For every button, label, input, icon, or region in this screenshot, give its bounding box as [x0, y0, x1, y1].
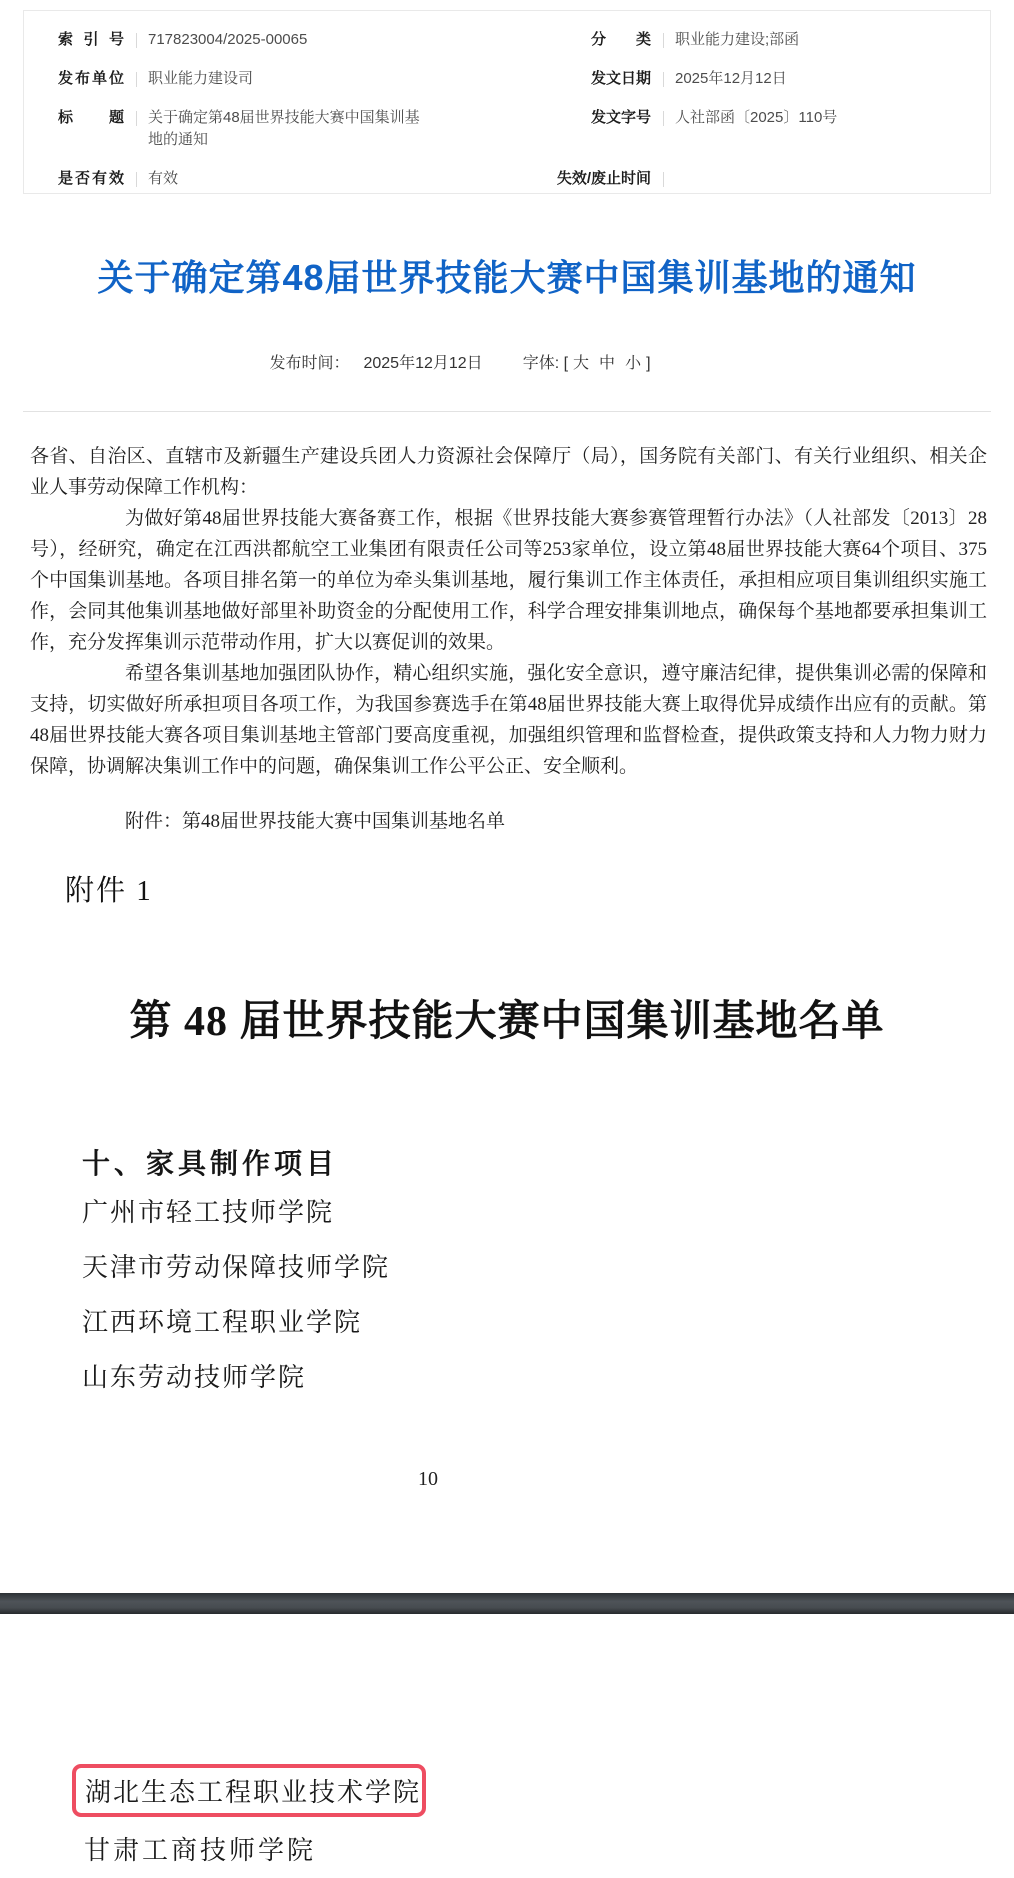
font-size-medium-link[interactable]: 中 [599, 355, 616, 372]
field-separator [663, 72, 664, 87]
attachment-doc-title: 第 48 届世界技能大赛中国集训基地名单 [129, 999, 885, 1045]
field-separator [663, 111, 664, 126]
page-separator-bar [0, 1593, 1014, 1614]
school-name: 甘肃工商技师学院 [84, 1836, 317, 1865]
field-value: 2025年12月12日 [675, 70, 787, 87]
school-item: 江西环境工程职业学院 [82, 1308, 363, 1337]
publish-time-label: 发布时间： [269, 355, 350, 372]
school-item: 天津市劳动保障技师学院 [82, 1253, 391, 1282]
attachment-label: 附件 1 [65, 875, 153, 907]
school-item: 广州市轻工技师学院 [82, 1198, 335, 1227]
field-label: 发文字号 [590, 109, 651, 126]
publish-info-bar [0, 350, 920, 373]
meta-row-issuing-unit [58, 68, 545, 90]
salutation-paragraph: 各省、自治区、直辖市及新疆生产建设兵团人力资源社会保障厅（局），国务院有关部门、有关行业组织、相关企业人事劳动保障工作机构： [30, 446, 987, 498]
attachment-reference-link[interactable]: 附件：第48届世界技能大赛中国集训基地名单 [125, 811, 506, 832]
page-number: 10 [418, 1468, 438, 1490]
field-label: 失效/废止时间 [556, 170, 651, 187]
publish-date: 2025年12月12日 [363, 355, 483, 372]
meta-row-doc-number [545, 107, 990, 151]
field-separator [136, 111, 137, 126]
field-separator [136, 72, 137, 87]
school-item: 山东劳动技师学院 [82, 1363, 307, 1392]
font-size-control-bracket: ] [646, 355, 651, 372]
highlighted-school-name: 湖北生态工程职业技术学院 [85, 1778, 422, 1807]
meta-row-issue-date [545, 68, 990, 90]
field-label: 标 题 [58, 109, 124, 126]
field-value: 717823004/2025-00065 [148, 31, 308, 48]
meta-info-panel [23, 10, 991, 194]
font-size-small-link[interactable]: 小 [625, 355, 642, 372]
font-size-control-label: 字体: [ [522, 355, 569, 372]
body-paragraph-2: 希望各集训基地加强团队协作，精心组织实施，强化安全意识，遵守廉洁纪律，提供集训必需的保障和支持，切实做好所承担项目各项工作，为我国参赛选手在第48届世界技能大赛上取得优异成绩作出应有的贡献。第48届世界技能大赛各项目集训基地主管部门要高度重视，加强组织管理和监督检查，提供政策支持和人力物力财力保障，协调解决集训工作中的问题，确保集训工作公平公正、安全顺利。 [30, 663, 987, 777]
meta-row-category [545, 29, 990, 51]
field-value: 关于确定第48届世界技能大赛中国集训基地的通知 [148, 109, 420, 148]
field-label: 索 引 号 [58, 31, 124, 48]
field-value: 有效 [148, 170, 179, 187]
field-value: 人社部函〔2025〕110号 [675, 109, 838, 126]
section-heading-furniture-making: 十、家具制作项目 [82, 1148, 339, 1179]
notice-body [30, 441, 987, 837]
field-label: 分 类 [590, 31, 651, 48]
field-separator [136, 172, 137, 187]
font-size-large-link[interactable]: 大 [573, 355, 590, 372]
content-divider [23, 411, 991, 412]
school-list [82, 1196, 390, 1416]
highlight-box [72, 1764, 426, 1817]
meta-row-expiry [545, 168, 990, 190]
meta-row-index-number [58, 29, 545, 51]
field-separator [663, 172, 664, 187]
body-paragraph-1: 为做好第48届世界技能大赛备赛工作，根据《世界技能大赛参赛管理暂行办法》（人社部发〔2013〕28号），经研究，确定在江西洪都航空工业集团有限责任公司等253家单位，设立第48届世界技能大赛64个项目、375个中国集训基地。各项目排名第一的单位为牵头集训基地，履行集训工作主体责任，承担相应项目集训组织实施工作，会同其他集训基地做好部里补助资金的分配使用工作，科学合理安排集训地点，确保每个基地都要承担集训工作，充分发挥集训示范带动作用，扩大以赛促训的效果。 [30, 508, 987, 653]
field-separator [663, 33, 664, 48]
field-label: 发文日期 [590, 70, 651, 87]
meta-row-title [58, 107, 545, 151]
field-label: 是否有效 [58, 170, 124, 187]
field-value: 职业能力建设;部函 [675, 31, 800, 48]
meta-row-validity [58, 168, 545, 190]
field-separator [136, 33, 137, 48]
page-title: 关于确定第48届世界技能大赛中国集训基地的通知 [97, 257, 917, 298]
field-label: 发布单位 [58, 70, 124, 87]
field-value: 职业能力建设司 [148, 70, 254, 87]
